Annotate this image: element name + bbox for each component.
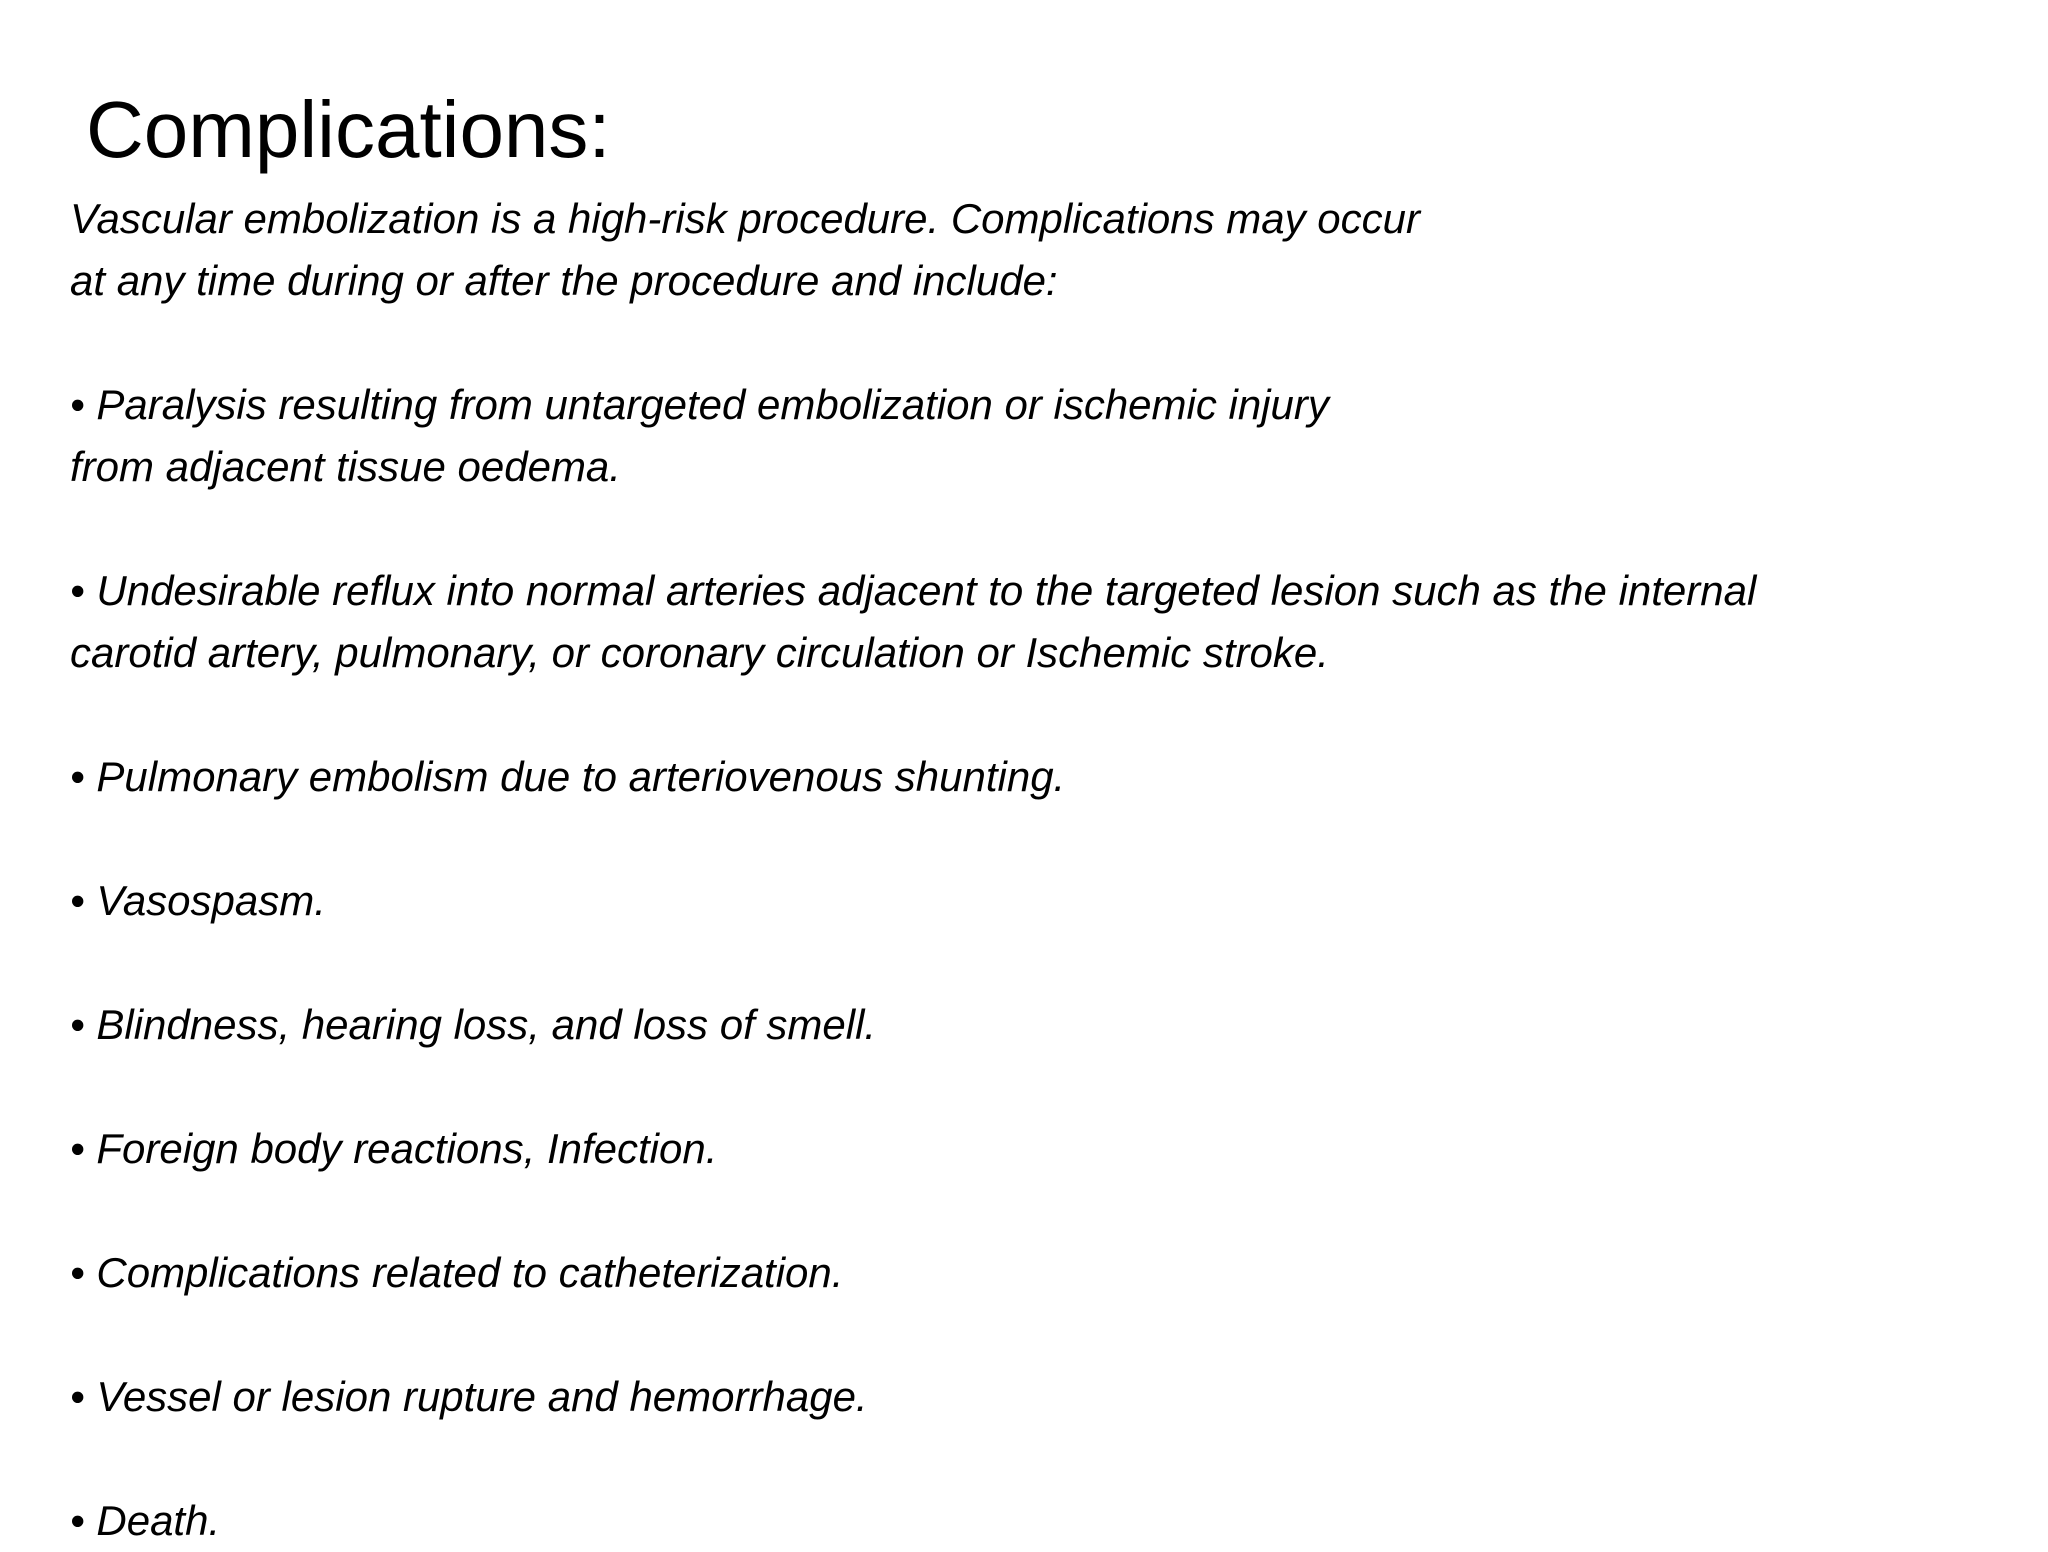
intro-line: at any time during or after the procedure and include: — [70, 257, 1058, 304]
spacer — [70, 1304, 2040, 1366]
bullet-foreign-body: • Foreign body reactions, Infection. — [70, 1125, 718, 1172]
bullet-rupture: • Vessel or lesion rupture and hemorrhage. — [70, 1373, 868, 1420]
intro-line: Vascular embolization is a high-risk procedure. Complications may occur — [70, 195, 1421, 242]
bullet-death: • Death. — [70, 1497, 221, 1544]
slide-title: Complications: — [86, 85, 611, 174]
bullet-reflux-continued: carotid artery, pulmonary, or coronary circulation or Ischemic stroke. — [70, 629, 1329, 676]
bullet-catheterization: • Complications related to catheterization. — [70, 1249, 844, 1296]
spacer — [70, 684, 2040, 746]
spacer — [70, 1428, 2040, 1490]
bullet-paralysis: • Paralysis resulting from untargeted embolization or ischemic injury — [70, 381, 1329, 428]
spacer — [70, 808, 2040, 870]
bullet-blindness: • Blindness, hearing loss, and loss of smell. — [70, 1001, 877, 1048]
bullet-reflux: • Undesirable reflux into normal arteries adjacent to the targeted lesion such as the internal — [70, 567, 1757, 614]
spacer — [70, 1056, 2040, 1118]
spacer — [70, 1180, 2040, 1242]
spacer — [70, 932, 2040, 994]
slide-body — [70, 188, 2040, 1552]
bullet-pulmonary-embolism: • Pulmonary embolism due to arteriovenous shunting. — [70, 753, 1066, 800]
bullet-paralysis-continued: from adjacent tissue oedema. — [70, 443, 621, 490]
spacer — [70, 312, 2040, 374]
spacer — [70, 498, 2040, 560]
bullet-vasospasm: • Vasospasm. — [70, 877, 326, 924]
